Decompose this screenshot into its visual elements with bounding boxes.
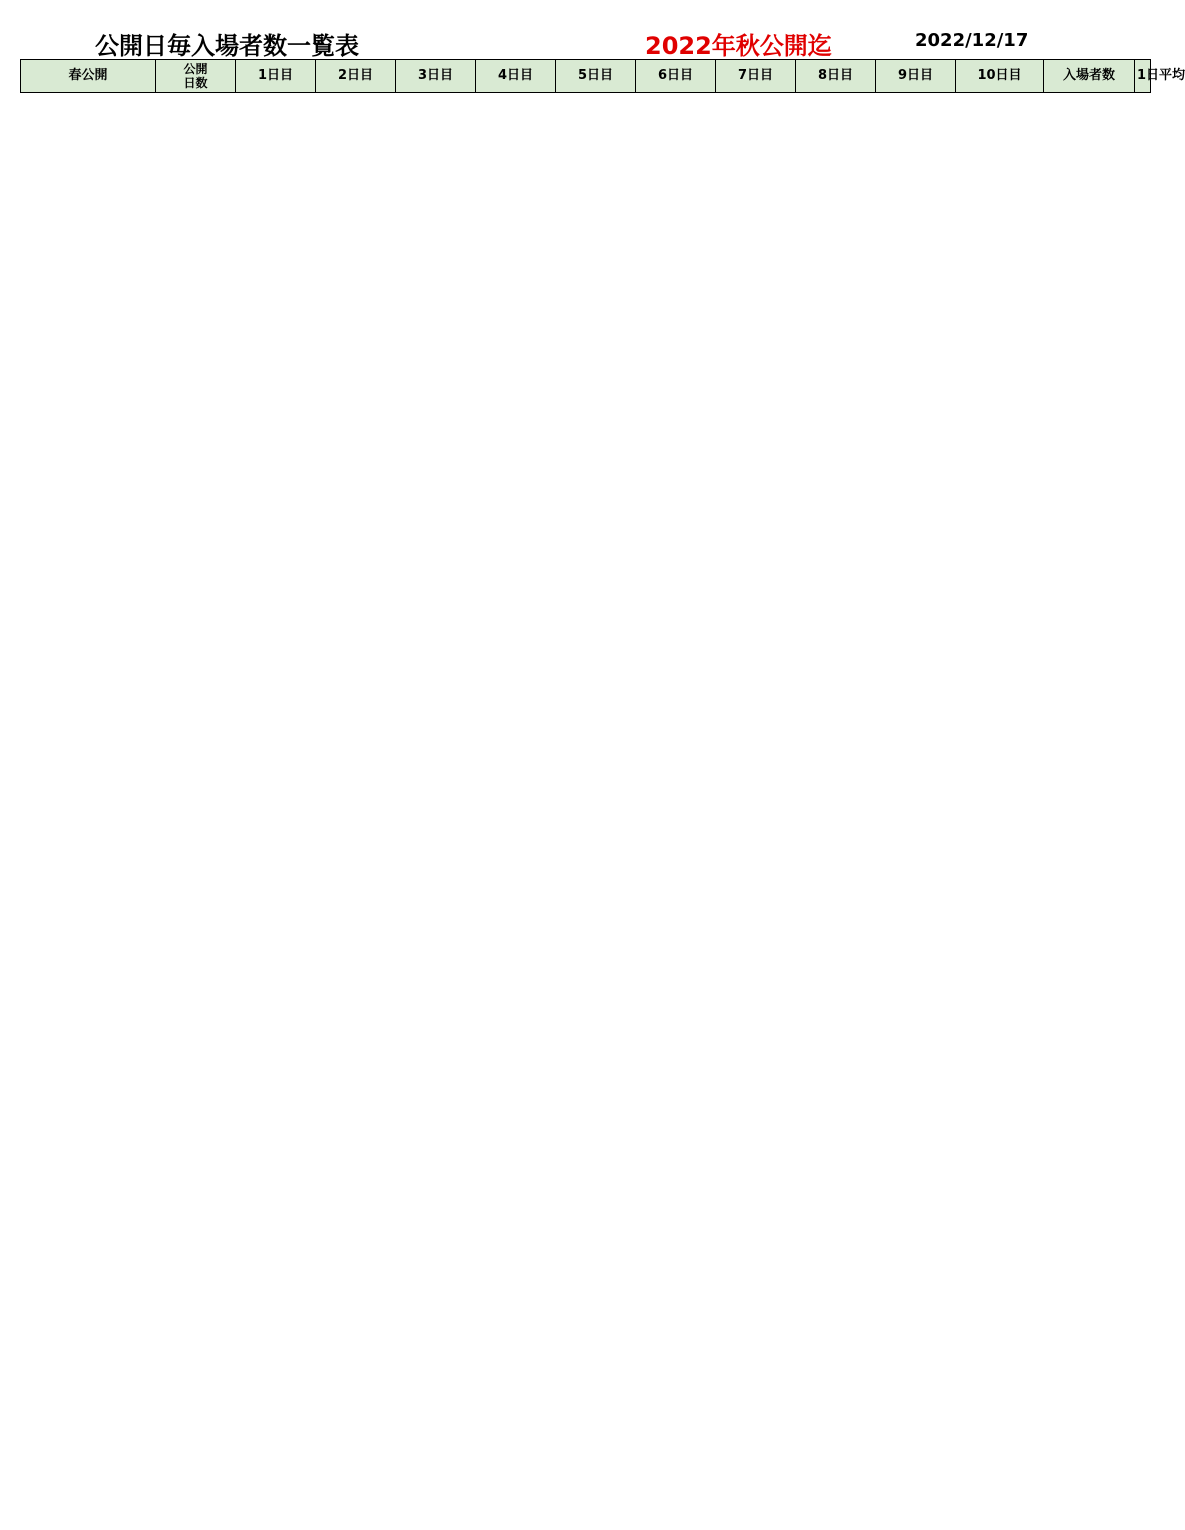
spring-table	[20, 59, 1185, 93]
column-header: 6日目	[636, 60, 716, 93]
column-header: 7日目	[716, 60, 796, 93]
column-header: 2日目	[316, 60, 396, 93]
column-header: 9日目	[876, 60, 956, 93]
column-header: 入場者数	[1044, 60, 1135, 93]
column-header: 10日目	[956, 60, 1044, 93]
column-header: 春公開	[21, 60, 156, 93]
header-row	[21, 60, 1151, 93]
column-header: 4日目	[476, 60, 556, 93]
column-header: 8日目	[796, 60, 876, 93]
report-date: 2022/12/17	[915, 30, 1029, 51]
column-header: 5日目	[556, 60, 636, 93]
column-header: 公開 日数	[156, 60, 236, 93]
page-title: 公開日毎入場者数一覧表	[95, 32, 359, 60]
season-title: 2022年秋公開迄	[645, 32, 832, 60]
column-header: 1日平均	[1135, 60, 1151, 93]
column-header: 3日目	[396, 60, 476, 93]
page-header	[0, 0, 1172, 60]
column-header: 1日目	[236, 60, 316, 93]
